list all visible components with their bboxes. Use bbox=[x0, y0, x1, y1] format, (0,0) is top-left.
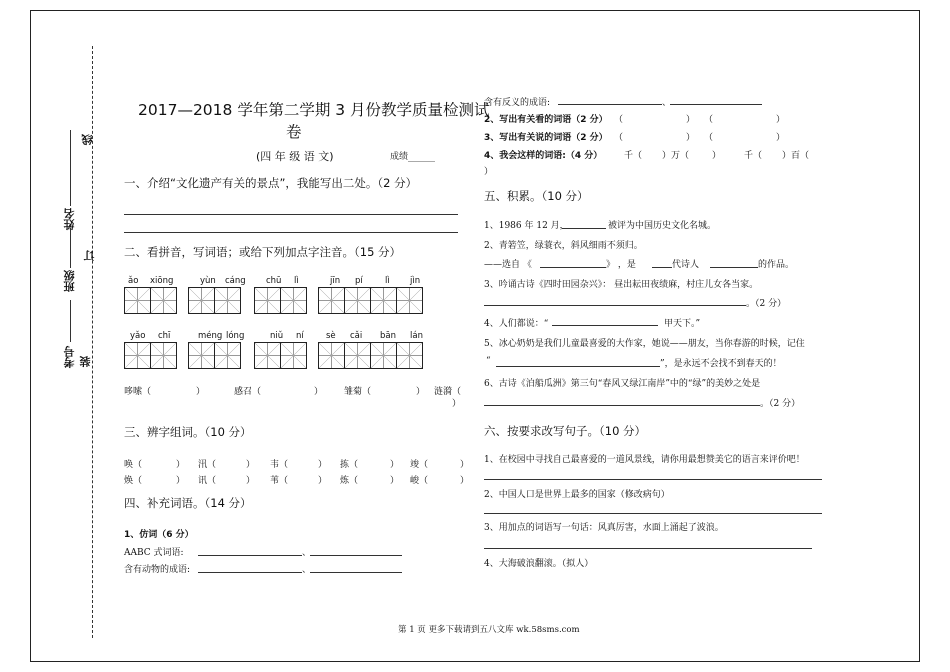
answer-line[interactable] bbox=[558, 104, 662, 105]
answer-line[interactable] bbox=[670, 104, 762, 105]
exam-no-label: 考号 bbox=[63, 346, 76, 368]
section-4-heading: 四、补充词语。（14 分） bbox=[124, 496, 252, 510]
q5-2b-b: 》 ，是 bbox=[606, 260, 636, 270]
section-3-heading: 三、辨字组词。（10 分） bbox=[124, 425, 252, 439]
char-box-group[interactable] bbox=[254, 287, 306, 314]
char-close: ） bbox=[246, 476, 256, 486]
pinyin: cáng bbox=[225, 276, 246, 286]
q5-4-b: 甲天下。” bbox=[664, 319, 701, 329]
pinyin: chī bbox=[158, 331, 171, 341]
annotate-close: ） bbox=[452, 399, 462, 409]
answer-line[interactable] bbox=[484, 513, 822, 514]
pinyin: sè bbox=[326, 331, 336, 341]
answer-line[interactable] bbox=[484, 405, 760, 406]
char-close: ） bbox=[246, 460, 256, 470]
char-close: ） bbox=[176, 460, 186, 470]
char-box-group[interactable] bbox=[188, 342, 240, 369]
annotate-word: 感召（ bbox=[234, 387, 262, 397]
answer-line[interactable] bbox=[310, 555, 402, 556]
bai: ）百（ bbox=[782, 151, 810, 161]
pinyin: bān bbox=[380, 331, 396, 341]
pinyin: yǎo bbox=[130, 331, 146, 341]
pinyin: lì bbox=[294, 276, 299, 286]
q5-6: 6、古诗《泊船瓜洲》第三句“春风又绿江南岸”中的“绿”的美妙之处是 bbox=[484, 379, 761, 389]
char-close: ） bbox=[390, 460, 400, 470]
q6-1: 1、在校园中寻找自己最喜爱的一道风景线，请你用最想赞美它的语言来评价吧！ bbox=[484, 455, 805, 465]
pinyin: cǎi bbox=[350, 331, 363, 341]
char-box-group[interactable] bbox=[318, 342, 422, 369]
pinyin: lán bbox=[410, 331, 423, 341]
q5-5b-b: ”，是永远不会找不到春天的！ bbox=[660, 359, 782, 369]
char-item: 讯（ bbox=[198, 476, 217, 486]
pinyin: lóng bbox=[226, 331, 245, 341]
q5-3-score: 。（2 分） bbox=[746, 299, 787, 309]
aabc-label: AABC 式词语: bbox=[124, 548, 184, 558]
answer-line[interactable] bbox=[540, 267, 606, 268]
qian-1: 千（ bbox=[624, 151, 643, 161]
footer-text: 第 1 页 更多下载请到五八文库 wk.58sms.com bbox=[398, 625, 580, 635]
sub-heading: 3、写出有关说的词语（2 分） bbox=[484, 133, 608, 143]
char-item: 炼（ bbox=[340, 476, 359, 486]
annotate-word: 哆嗦（ bbox=[124, 387, 152, 397]
answer-line[interactable] bbox=[310, 572, 402, 573]
char-item: 焕（ bbox=[124, 476, 143, 486]
char-item: 韦（ bbox=[270, 460, 289, 470]
answer-line bbox=[124, 214, 458, 215]
class-label: 班级 bbox=[63, 270, 76, 292]
pinyin: yùn bbox=[200, 276, 216, 286]
q5-6-score: 。（2 分） bbox=[760, 399, 801, 409]
q6-3: 3、用加点的词语写一句话：风真厉害，水面上涌起了波浪。 bbox=[484, 523, 724, 533]
pinyin: lì bbox=[385, 276, 390, 286]
q6-2: 2、中国人口是世界上最多的国家（修改病句） bbox=[484, 490, 670, 500]
subtitle: (四 年 级 语 文) bbox=[256, 150, 334, 163]
char-close: ） bbox=[390, 476, 400, 486]
q5-5: 5、冰心奶奶是我们儿童最喜爱的大作家，她说——朋友，当你春游的时候，记住 bbox=[484, 339, 805, 349]
answer-line[interactable] bbox=[652, 267, 672, 268]
pinyin: ní bbox=[296, 331, 304, 341]
answer-line bbox=[124, 232, 458, 233]
answer-line[interactable] bbox=[198, 555, 302, 556]
antonym-label: 含有反义的成语: bbox=[484, 98, 551, 108]
section-6-heading: 六、按要求改写句子。（10 分） bbox=[484, 424, 647, 438]
pinyin: ǎo bbox=[128, 276, 139, 286]
pinyin: niǔ bbox=[270, 331, 284, 341]
q5-5b-a: “ bbox=[486, 356, 491, 366]
char-item: 汛（ bbox=[198, 460, 217, 470]
char-item: 峻（ bbox=[410, 476, 429, 486]
line-mark: 线 bbox=[81, 134, 94, 145]
char-close: ） bbox=[318, 460, 328, 470]
pinyin: jīn bbox=[330, 276, 341, 286]
answer-line[interactable] bbox=[562, 228, 606, 229]
char-box-group[interactable] bbox=[188, 287, 240, 314]
section-1-heading: 一、介绍“文化遗产有关的景点”，我能写出二处。（2 分） bbox=[124, 176, 418, 190]
answer-line[interactable] bbox=[484, 479, 822, 480]
answer-line[interactable] bbox=[484, 548, 812, 549]
annotate-close: ） bbox=[314, 387, 324, 397]
q5-1-a: 1、1986 年 12 月， bbox=[484, 221, 569, 231]
q5-2b-d: 的作品。 bbox=[758, 260, 795, 270]
pinyin: méng bbox=[198, 331, 223, 341]
pinyin: jìn bbox=[410, 276, 421, 286]
score-label: 成绩______ bbox=[390, 152, 436, 162]
answer-line[interactable] bbox=[198, 572, 302, 573]
pinyin: xiōng bbox=[150, 276, 174, 286]
animal-label: 含有动物的成语: bbox=[124, 565, 191, 575]
answer-line[interactable] bbox=[552, 325, 658, 326]
exam-no-field bbox=[70, 300, 71, 342]
q6-4: 4、大海破浪翻滚。（拟人） bbox=[484, 559, 594, 569]
annotate-word: 涟漪（ bbox=[434, 387, 462, 397]
char-box-group[interactable] bbox=[254, 342, 306, 369]
char-box-group[interactable] bbox=[124, 342, 176, 369]
q5-2b-c: 代诗人 bbox=[672, 260, 700, 270]
section-5-heading: 五、积累。（10 分） bbox=[484, 189, 589, 203]
q5-2b-a: ——选自 《 bbox=[484, 260, 532, 270]
char-item: 苇（ bbox=[270, 476, 289, 486]
answer-line[interactable] bbox=[496, 366, 660, 367]
char-item: 竣（ bbox=[410, 460, 429, 470]
class-field bbox=[70, 228, 71, 268]
pinyin: chū bbox=[266, 276, 282, 286]
q5-4-a: 4、人们都说：“ bbox=[484, 319, 549, 329]
char-close: ） bbox=[176, 476, 186, 486]
wan: ）万（ bbox=[662, 151, 690, 161]
char-box-group[interactable] bbox=[124, 287, 176, 314]
annotate-close: ） bbox=[196, 387, 206, 397]
sub-heading: 1、仿词（6 分） bbox=[124, 530, 194, 540]
title-line-1: 2017—2018 学年第二学期 3 月份教学质量检测试 bbox=[138, 101, 490, 119]
q5-3: 3、吟诵古诗《四时田园杂兴》： 昼出耘田夜绩麻，村庄儿女各当家。 bbox=[484, 280, 759, 290]
annotate-word: 雏菊（ bbox=[344, 387, 372, 397]
sub-heading: 2、写出有关看的词语（2 分） bbox=[484, 115, 608, 125]
staple-mark: 订 bbox=[83, 250, 96, 261]
qian-2: 千（ bbox=[744, 151, 763, 161]
name-label: 姓名 bbox=[63, 208, 76, 230]
answer-line[interactable] bbox=[710, 267, 758, 268]
q5-1-b: 被评为中国历史文化名城。 bbox=[608, 221, 717, 231]
section-2-heading: 二、看拼音，写词语；或给下列加点字注音。（15 分） bbox=[124, 245, 402, 259]
char-close: ） bbox=[318, 476, 328, 486]
pinyin: pí bbox=[355, 276, 363, 286]
bind-mark: 装 bbox=[79, 356, 92, 367]
annotate-close: ） bbox=[416, 387, 426, 397]
title-line-2: 卷 bbox=[286, 123, 302, 141]
char-item: 唤（ bbox=[124, 460, 143, 470]
q5-2: 2、青箬笠，绿蓑衣，斜风细雨不须归。 bbox=[484, 241, 643, 251]
char-close: ） bbox=[460, 476, 470, 486]
char-close: ） bbox=[460, 460, 470, 470]
char-box-group[interactable] bbox=[318, 287, 422, 314]
answer-line[interactable] bbox=[484, 305, 746, 306]
close-2: ） bbox=[484, 167, 494, 177]
close-1: ） bbox=[712, 151, 722, 161]
sub-heading: 4、我会这样的词语:（4 分） bbox=[484, 151, 603, 161]
char-item: 拣（ bbox=[340, 460, 359, 470]
name-field bbox=[70, 130, 71, 206]
